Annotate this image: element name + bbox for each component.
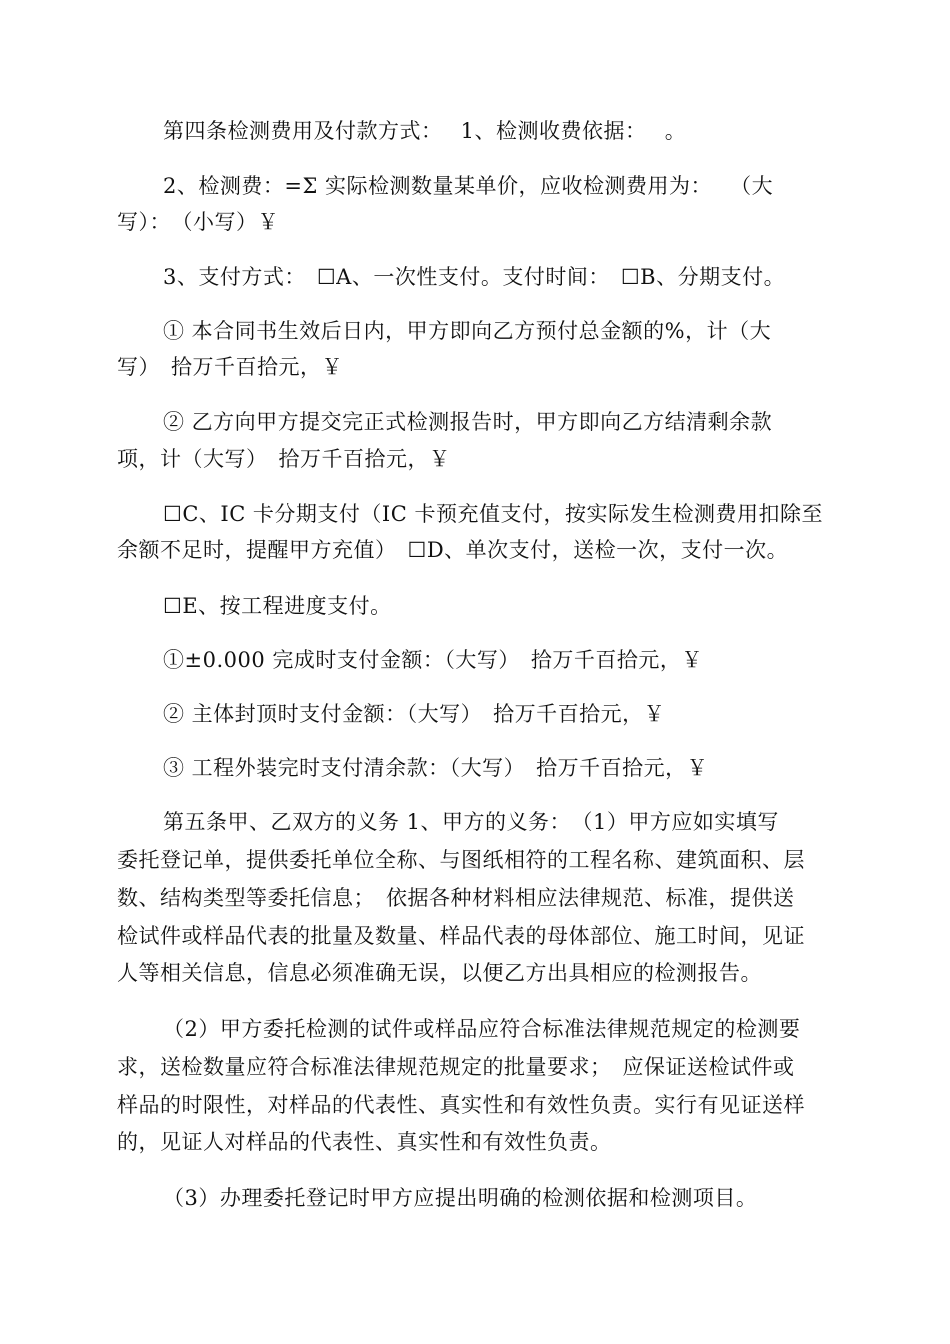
text-line: 2、检测费：=Σ 实际检测数量某单价，应收检测费用为： （大 — [163, 174, 774, 198]
text-line: 余额不足时，提醒甲方充值） ☐D、单次支付，送检一次，支付一次。 — [117, 538, 789, 562]
text-line: 委托登记单，提供委托单位全称、与图纸相符的工程名称、建筑面积、层 — [117, 848, 805, 872]
text-line: ☐C、IC 卡分期支付（IC 卡预充值支付，按实际发生检测费用扣除至 — [163, 502, 823, 526]
text-line: ①±0.000 完成时支付金额：（大写） 拾万千百拾元，￥ — [163, 648, 703, 672]
text-line: （2）甲方委托检测的试件或样品应符合标准法律规范规定的检测要 — [163, 1017, 801, 1041]
text-line: 写）： （小写）￥ — [117, 210, 279, 234]
text-line: ② 主体封顶时支付金额：（大写） 拾万千百拾元，￥ — [163, 702, 666, 726]
text-line: ① 本合同书生效后日内，甲方即向乙方预付总金额的%，计（大 — [163, 319, 772, 343]
text-line: 项，计（大写） 拾万千百拾元，￥ — [117, 447, 451, 471]
text-line: 人等相关信息，信息必须准确无误，以便乙方出具相应的检测报告。 — [117, 961, 762, 985]
text-line: 样品的时限性，对样品的代表性、真实性和有效性负责。实行有见证送样 — [117, 1093, 805, 1117]
text-line: ③ 工程外装完时支付清余款：（大写） 拾万千百拾元，￥ — [163, 756, 709, 780]
text-line: 写） 拾万千百拾元，￥ — [117, 355, 343, 379]
text-line: 的，见证人对样品的代表性、真实性和有效性负责。 — [117, 1130, 612, 1154]
text-line: ☐E、按工程进度支付。 — [163, 594, 392, 618]
article-5-heading: 第五条甲、乙双方的义务 1、甲方的义务： （1）甲方应如实填写 — [163, 810, 779, 834]
text-line: 数、结构类型等委托信息； 依据各种材料相应法律规范、标准，提供送 — [117, 886, 795, 910]
text-line: （3）办理委托登记时甲方应提出明确的检测依据和检测项目。 — [163, 1186, 758, 1210]
text-line: 检试件或样品代表的批量及数量、样品代表的母体部位、施工时间，见证 — [117, 924, 805, 948]
article-4-heading: 第四条检测费用及付款方式： 1、检测收费依据： 。 — [163, 119, 687, 143]
text-line: ② 乙方向甲方提交完正式检测报告时，甲方即向乙方结清剩余款 — [163, 410, 773, 434]
payment-method-line: 3、支付方式： ☐A、一次性支付。支付时间： ☐B、分期支付。 — [163, 265, 786, 289]
text-line: 求，送检数量应符合标准法律规范规定的批量要求； 应保证送检试件或 — [117, 1055, 795, 1079]
